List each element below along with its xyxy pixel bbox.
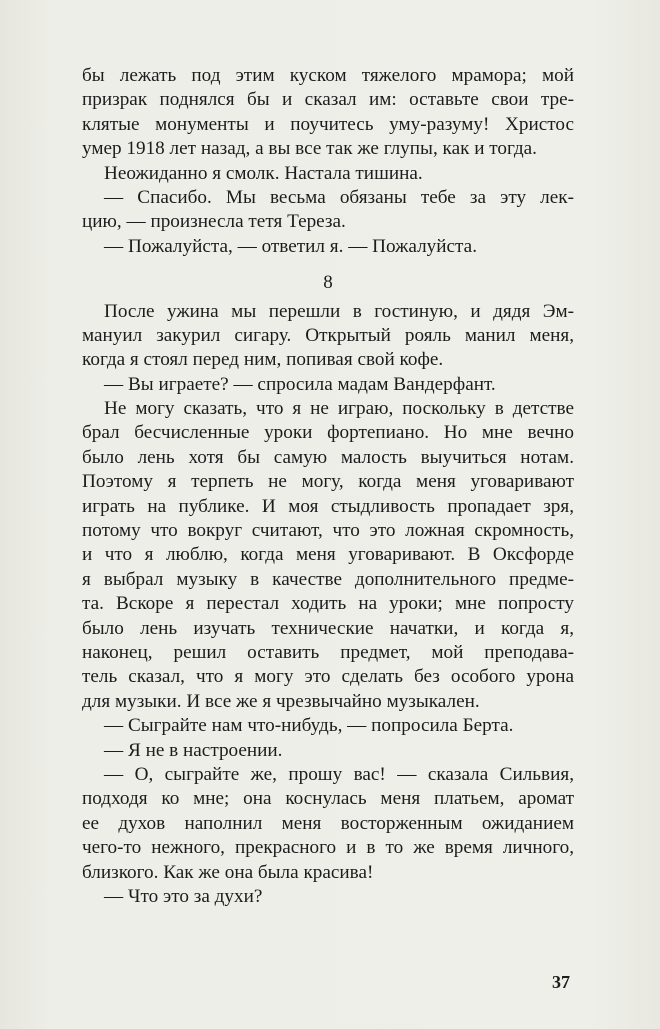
text-after-chapter [82,300,574,910]
text-line: — О, сыграйте же, прошу вас! — сказала Сильвия, [104,763,574,785]
text-line: и что я люблю, когда меня уговаривают. В Оксфорде [82,544,574,566]
text-line: — Пожалуйста, — ответил я. — Пожалуйста. [104,235,477,257]
text-line: подходя ко мне; она коснулась меня платьем, аромат [82,788,574,810]
text-before-chapter [82,64,574,259]
text-line: ее духов наполнил меня восторженным ожиданием [82,812,574,834]
text-line: было лень хотя бы самую малость выучиться нотам. [82,446,574,468]
text-line: та. Вскоре я перестал ходить на уроки; мне попросту [82,593,574,615]
text-line: Поэтому я терпеть не могу, когда меня уговаривают [82,471,574,493]
text-line: брал бесчисленные уроки фортепиано. Но мне вечно [82,422,574,444]
text-line: цию, — произнесла тетя Тереза. [82,211,346,233]
page-number: 37 [552,972,570,992]
text-line: призрак поднялся бы и сказал им: оставьте свои тре- [82,89,574,111]
text-line: я выбрал музыку в качестве дополнительного предме- [82,568,574,590]
text-line: наконец, решил оставить предмет, мой преподава- [82,641,574,663]
text-line: чего-то нежного, прекрасного и в то же время личного, [82,837,574,859]
text-line: клятые монументы и поучитесь уму-разуму! Христос [82,113,574,135]
page-text [82,64,574,909]
text-line: близкого. Как же она была красива! [82,861,374,883]
text-line: мануил закурил сигару. Открытый рояль манил меня, [82,324,574,346]
text-line: умер 1918 лет назад, а вы все так же глупы, как и тогда. [82,138,537,160]
text-line: Не могу сказать, что я не играю, поскольку в детстве [104,398,574,420]
text-line: — Я не в настроении. [104,739,283,761]
text-line: — Что это за духи? [104,885,263,907]
text-line: бы лежать под этим куском тяжелого мрамора; мой [82,65,574,86]
text-line: — Вы играете? — спросила мадам Вандерфант. [104,373,496,395]
text-line: Неожиданно я смолк. Настала тишина. [104,162,423,184]
text-line: тель сказал, что я могу это сделать без особого урона [82,666,574,688]
text-line: потому что вокруг считают, что это ложная скромность, [82,520,574,542]
chapter-number: 8 [323,272,333,294]
text-line: играть на публике. И моя стыдливость пропадает зря, [82,495,574,517]
text-line: было лень изучать технические начатки, и когда я, [82,617,574,639]
text-line: когда я стоял перед ним, попивая свой кофе. [82,349,444,371]
text-line: — Сыграйте нам что-нибудь, — попросила Берта. [104,715,514,737]
text-line: После ужина мы перешли в гостиную, и дядя Эм- [104,300,574,322]
text-line: для музыки. И все же я чрезвычайно музыкален. [82,690,480,712]
text-line: — Спасибо. Мы весьма обязаны тебе за эту лек- [104,186,574,208]
